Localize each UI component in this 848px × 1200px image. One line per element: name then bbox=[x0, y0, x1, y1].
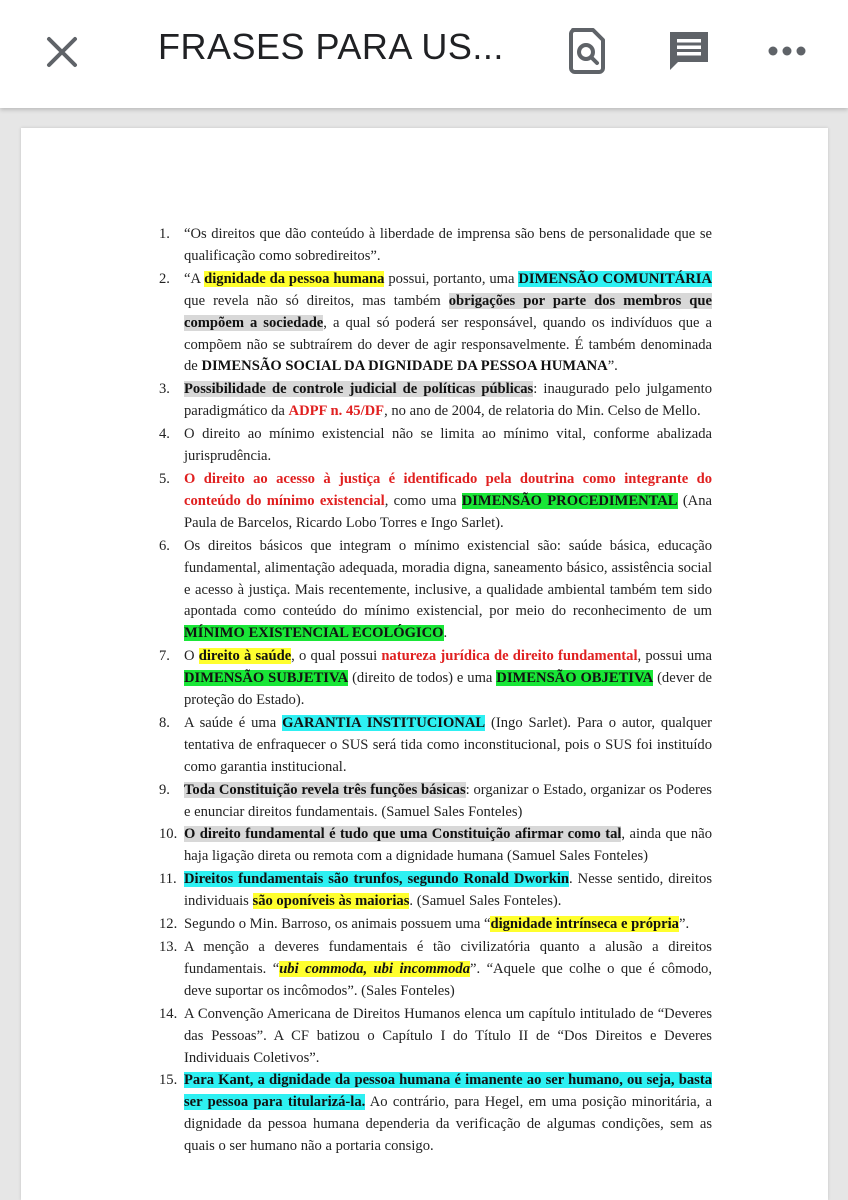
text-run: , ainda que não haja ligação direta ou remota com a dignidade humana (Samuel Sales Fonteles) bbox=[184, 826, 712, 865]
text-run: “A bbox=[184, 270, 205, 287]
more-options-button[interactable] bbox=[762, 26, 812, 76]
list-item-number: 4. bbox=[159, 426, 170, 443]
list-item bbox=[21, 713, 712, 779]
highlighted-text: natureza jurídica de direito fundamental bbox=[381, 648, 638, 665]
text-run: (direito de todos) e uma bbox=[348, 670, 497, 687]
highlighted-text: Para Kant, a dignidade da pessoa humana é imanente ao ser humano, ou seja, basta ser pessoa para titularizá-la. bbox=[184, 1072, 712, 1111]
text-run: (Ingo Sarlet). Para o autor, qualquer tentativa de enfraquecer o SUS será tida como inconstitucional, pois o SUS foi instituído como garantia institucional. bbox=[184, 714, 712, 775]
text-run: (Ana Paula de Barcelos, Ricardo Lobo Torres e Ingo Sarlet). bbox=[184, 492, 712, 531]
close-button[interactable] bbox=[40, 30, 84, 74]
list-item bbox=[21, 869, 712, 913]
highlighted-text: direito à saúde bbox=[198, 648, 292, 665]
text-run: Os direitos básicos que integram o mínimo existencial são: saúde básica, educação fundamental, alimentação adequada, moradia digna, saneamento básico, assistência social e acesso à justiça. Mais recentemente, inclusive, a qualidade ambiental também tem sido apontada como conteúdo do mínimo existencial, por meio do reconhecimento de um bbox=[184, 537, 712, 620]
list-item bbox=[21, 914, 712, 936]
text-run: . bbox=[443, 625, 448, 642]
highlighted-text: O direito ao acesso à justiça é identificado pela doutrina como integrante do conteúdo do mínimo existencial bbox=[184, 470, 712, 509]
highlighted-text: O direito fundamental é tudo que uma Constituição afirmar como tal bbox=[184, 826, 622, 843]
highlighted-text: GARANTIA INSTITUCIONAL bbox=[282, 714, 486, 731]
list-item bbox=[21, 646, 712, 712]
list-item-number: 2. bbox=[159, 270, 170, 287]
app-toolbar bbox=[0, 0, 848, 108]
list-item bbox=[21, 937, 712, 1003]
list-item-number: 10. bbox=[159, 826, 178, 843]
list-item bbox=[21, 536, 712, 646]
list-item bbox=[21, 424, 712, 468]
text-run: , no ano de 2004, de relatoria do Min. Celso de Mello. bbox=[384, 403, 701, 420]
list-item-number: 15. bbox=[159, 1072, 178, 1089]
text-run: , como uma bbox=[384, 492, 462, 509]
list-item bbox=[21, 269, 712, 379]
list-item-number: 9. bbox=[159, 781, 170, 798]
list-item-number: 1. bbox=[159, 226, 170, 242]
list-item bbox=[21, 469, 712, 535]
highlighted-text: dignidade intrínseca e própria bbox=[490, 916, 679, 933]
list-item bbox=[21, 224, 712, 268]
highlighted-text: obrigações por parte dos membros que compõem a sociedade bbox=[184, 292, 713, 331]
text-run: que revela não só direitos, mas também bbox=[184, 292, 449, 309]
document-title: FRASES PARA US... bbox=[158, 26, 504, 67]
find-in-document-button[interactable] bbox=[562, 26, 612, 76]
list-item-number: 7. bbox=[159, 648, 170, 665]
highlighted-text: são oponíveis às maiorias bbox=[252, 893, 410, 910]
list-item-number: 8. bbox=[159, 714, 170, 731]
list-item-number: 6. bbox=[159, 537, 170, 554]
text-run: : inaugurado pelo julgamento paradigmático da bbox=[184, 381, 712, 420]
text-run: , o qual possui bbox=[291, 648, 382, 665]
text-run: , possui uma bbox=[637, 648, 712, 665]
highlighted-text: MÍNIMO EXISTENCIAL ECOLÓGICO bbox=[184, 625, 444, 642]
list-item-number: 14. bbox=[159, 1005, 178, 1022]
text-run: O bbox=[184, 648, 199, 665]
more-vert-icon bbox=[767, 45, 807, 57]
list-item-number: 11. bbox=[159, 871, 177, 888]
close-icon bbox=[45, 35, 79, 69]
list-item bbox=[21, 1070, 712, 1158]
text-run: . Nesse sentido, direitos individuais bbox=[184, 871, 712, 910]
highlighted-text: ADPF n. 45/DF bbox=[288, 403, 385, 420]
text-run: (dever de proteção do Estado). bbox=[184, 670, 712, 709]
highlighted-text: DIMENSÃO SOCIAL DA DIGNIDADE DA PESSOA HUMANA bbox=[201, 358, 608, 375]
highlighted-text: DIMENSÃO SUBJETIVA bbox=[184, 670, 349, 687]
list-item bbox=[21, 824, 712, 868]
highlighted-text: dignidade da pessoa humana bbox=[204, 270, 385, 287]
list-item bbox=[21, 379, 712, 423]
comment-icon bbox=[667, 29, 711, 73]
highlighted-text: DIMENSÃO COMUNITÁRIA bbox=[518, 270, 712, 287]
text-run: Segundo o Min. Barroso, os animais possuem uma “ bbox=[184, 916, 491, 933]
list-item-number: 5. bbox=[159, 470, 170, 487]
highlighted-text: Toda Constituição revela três funções básicas bbox=[184, 781, 466, 798]
text-run: ”. bbox=[678, 916, 690, 933]
list-item bbox=[21, 780, 712, 824]
text-run: : organizar o Estado, organizar os Poderes e enunciar direitos fundamentais. (Samuel Sales Fonteles) bbox=[184, 781, 712, 820]
text-run: possui, portanto, uma bbox=[384, 270, 519, 287]
highlighted-text: DIMENSÃO OBJETIVA bbox=[496, 670, 654, 687]
list-item-number: 3. bbox=[159, 381, 170, 398]
list-item-number: 13. bbox=[159, 939, 178, 955]
highlighted-text: Possibilidade de controle judicial de políticas públicas bbox=[184, 381, 534, 398]
numbered-list bbox=[21, 224, 828, 1159]
text-run: ”. “Aquele que colhe o que é cômodo, deve suportar os incômodos”. (Sales Fonteles) bbox=[184, 960, 712, 999]
text-run: A saúde é uma bbox=[184, 714, 283, 731]
find-in-document-icon bbox=[567, 28, 607, 74]
text-run: A Convenção Americana de Direitos Humanos elenca um capítulo intitulado de “Deveres das Pessoas”. A CF batizou o Capítulo I do Título II de “Dos Direitos e Deveres Individuais Coletivos”. bbox=[184, 1005, 712, 1066]
comment-button[interactable] bbox=[664, 26, 714, 76]
highlighted-text: Direitos fundamentais são trunfos, segundo Ronald Dworkin bbox=[184, 871, 570, 888]
text-run: A menção a deveres fundamentais é tão civilizatória quanto a alusão a direitos fundamentais. “ bbox=[184, 939, 712, 977]
text-run: “Os direitos que dão conteúdo à liberdade de imprensa são bens de personalidade que se qualificação como sobredireitos”. bbox=[184, 226, 712, 264]
highlighted-text: ubi commoda, ubi incommoda bbox=[279, 960, 470, 977]
text-run: Ao contrário, para Hegel, em uma posição minoritária, a dignidade da pessoa humana dependeria da verificação de algumas condições, sem as quais o ser humano não a portaria consigo. bbox=[184, 1094, 712, 1155]
list-item-number: 12. bbox=[159, 916, 178, 933]
highlighted-text: DIMENSÃO PROCEDIMENTAL bbox=[461, 492, 678, 509]
text-run: . (Samuel Sales Fonteles). bbox=[409, 893, 562, 910]
text-run: , a qual só poderá ser responsável, quando os indivíduos que a compõem não se subtraírem do dever de agir responsavelmente. É também denominada de bbox=[184, 314, 712, 375]
text-run: O direito ao mínimo existencial não se limita ao mínimo vital, conforme abalizada jurisprudência. bbox=[184, 426, 712, 465]
list-item bbox=[21, 1004, 712, 1070]
document-page bbox=[21, 128, 828, 1200]
text-run: ”. bbox=[607, 358, 618, 375]
